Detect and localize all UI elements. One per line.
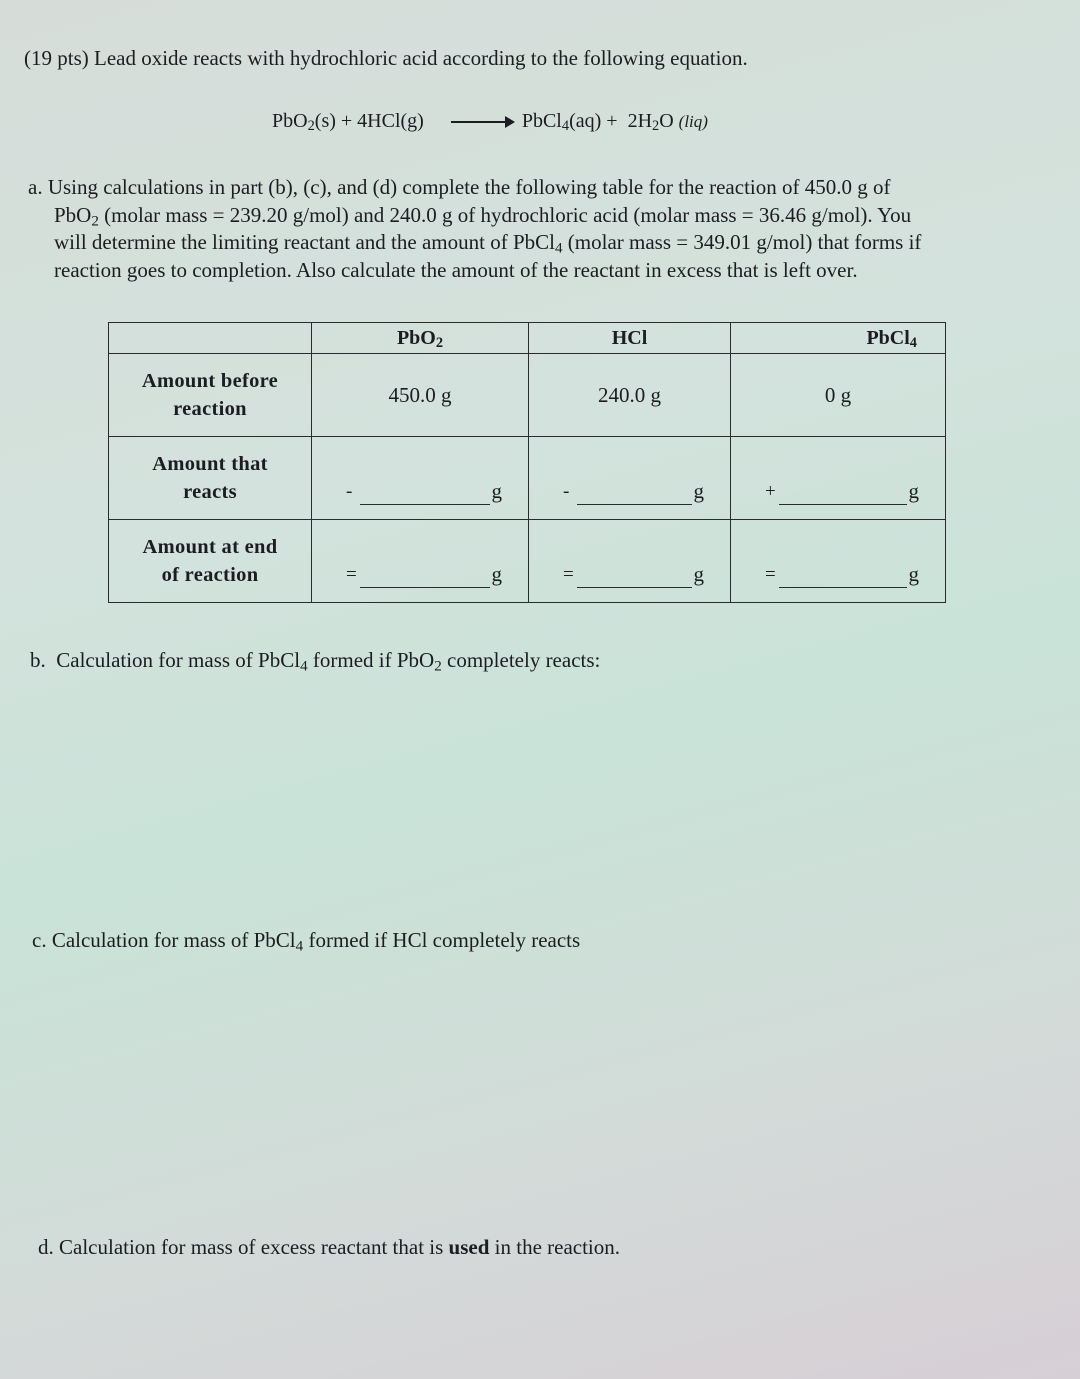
part-a-line4 [28, 257, 921, 285]
part-c-sub1: 4 [295, 938, 304, 955]
header-pbo2-sub: 2 [435, 334, 444, 351]
header-pbcl4-text: PbCl [866, 326, 910, 349]
unit-label: g [693, 562, 704, 586]
cell-before-pbcl4 [731, 354, 946, 437]
part-a-sub2: 2 [91, 212, 99, 229]
intro-text: Lead oxide reacts with hydrochloric acid according to the following equation. [94, 46, 748, 70]
sign-equals: = [346, 564, 357, 585]
eq-product2-state: (liq) [678, 112, 708, 131]
part-b-text-b: formed if PbO [307, 648, 435, 672]
unit-label: g [491, 479, 502, 503]
answer-blank[interactable] [577, 587, 692, 588]
part-c-label: c. [32, 928, 47, 952]
row-end-label2: of reaction [161, 564, 259, 586]
table-row [109, 437, 946, 520]
cell-end-pbcl4[interactable] [731, 520, 946, 603]
value-before-pbcl4: 0 g [824, 382, 852, 407]
eq-reactant2: 4HCl(g) [357, 110, 424, 132]
eq-product1-state: (aq) + [569, 110, 618, 132]
part-a-sub3: 4 [554, 240, 563, 257]
part-a-text3a: will determine the limiting reactant and the amount of PbCl [54, 230, 555, 254]
part-a [28, 174, 921, 284]
table-row [109, 520, 946, 603]
header-pbcl4-sub: 4 [909, 334, 917, 351]
eq-product2-sub: 2 [652, 118, 660, 135]
part-a-line1 [28, 174, 921, 202]
part-c-text-a: Calculation for mass of PbCl [51, 928, 296, 952]
header-pbo2-text: PbO [396, 326, 436, 349]
unit-label: g [908, 479, 919, 503]
reaction-table [108, 322, 946, 603]
row-label-end [109, 520, 312, 603]
part-d-text-bold: used [448, 1235, 490, 1259]
eq-reactant1-sub: 2 [307, 118, 315, 135]
part-b-sub1: 4 [300, 658, 308, 675]
value-before-pbo2: 450.0 g [388, 382, 452, 407]
row-reacts-label2: reacts [183, 481, 237, 503]
cell-reacts-hcl[interactable] [529, 437, 731, 520]
row-end-label1: Amount at end [142, 536, 278, 558]
answer-blank[interactable] [779, 504, 907, 505]
reaction-arrow-icon [451, 121, 509, 123]
part-b-sub2: 2 [434, 658, 442, 675]
row-before-label1: Amount before [141, 370, 279, 392]
eq-product1-sub: 4 [561, 118, 570, 135]
table-header-empty [109, 323, 312, 354]
question-intro [24, 46, 748, 71]
eq-reactant1-state: (s) + [314, 110, 353, 132]
sign-equals: = [765, 564, 776, 585]
unit-label: g [693, 479, 704, 503]
answer-blank[interactable] [779, 587, 907, 588]
part-c-text-b: formed if HCl completely reacts [303, 928, 581, 952]
row-before-label2: reaction [173, 398, 247, 420]
answer-blank[interactable] [577, 504, 692, 505]
header-hcl-text: HCl [611, 326, 648, 349]
unit-label: g [491, 562, 502, 586]
unit-label: g [908, 562, 919, 586]
eq-product2-rest: O [659, 110, 674, 132]
value-before-hcl: 240.0 g [598, 382, 661, 407]
cell-end-pbo2[interactable] [312, 520, 529, 603]
points-label: (19 pts) [24, 46, 89, 70]
part-d-label: d. [38, 1235, 54, 1259]
part-a-text2b: (molar mass = 239.20 g/mol) and 240.0 g of hydrochloric acid (molar mass = 36.46 g/mol). You [98, 202, 912, 227]
part-b-text-c: completely reacts: [441, 648, 601, 672]
part-a-text2a: PbO [54, 202, 92, 227]
table-header-pbcl4 [731, 323, 946, 354]
sign-plus: + [765, 481, 776, 502]
cell-reacts-pbcl4[interactable] [731, 437, 946, 520]
sign-minus: - [346, 481, 353, 502]
answer-blank[interactable] [360, 587, 490, 588]
chemical-equation [272, 110, 708, 133]
part-a-label: a. [28, 175, 43, 199]
part-a-line3 [28, 229, 921, 257]
part-d-text-b: in the reaction. [489, 1235, 621, 1259]
table-header-row [109, 323, 946, 354]
part-b-text-a: Calculation for mass of PbCl [56, 648, 301, 672]
table-header-pbo2 [312, 323, 529, 354]
cell-end-hcl[interactable] [529, 520, 731, 603]
cell-before-pbo2 [312, 354, 529, 437]
part-b [30, 648, 600, 673]
part-d [38, 1235, 620, 1260]
row-reacts-label1: Amount that [152, 453, 268, 475]
cell-before-hcl [529, 354, 731, 437]
part-a-line2 [28, 202, 921, 230]
table-row [109, 354, 946, 437]
table-header-hcl [529, 323, 731, 354]
row-label-before [109, 354, 312, 437]
part-c [32, 928, 580, 953]
sign-minus: - [563, 481, 570, 502]
eq-product1: PbCl [521, 110, 562, 132]
sign-equals: = [563, 564, 574, 585]
part-a-text4: reaction goes to completion. Also calculate the amount of the reactant in excess that is left over. [54, 257, 858, 282]
part-b-label: b. [30, 648, 46, 672]
answer-blank[interactable] [360, 504, 490, 505]
eq-reactant1: PbO [272, 110, 308, 132]
part-d-text-a: Calculation for mass of excess reactant that is [59, 1235, 449, 1259]
eq-product2: 2H [627, 110, 653, 132]
row-label-reacts [109, 437, 312, 520]
cell-reacts-pbo2[interactable] [312, 437, 529, 520]
part-a-text3b: (molar mass = 349.01 g/mol) that forms if [562, 230, 922, 254]
part-a-text1: Using calculations in part (b), (c), and (d) complete the following table for the reaction of 450.0 g of [47, 175, 891, 199]
